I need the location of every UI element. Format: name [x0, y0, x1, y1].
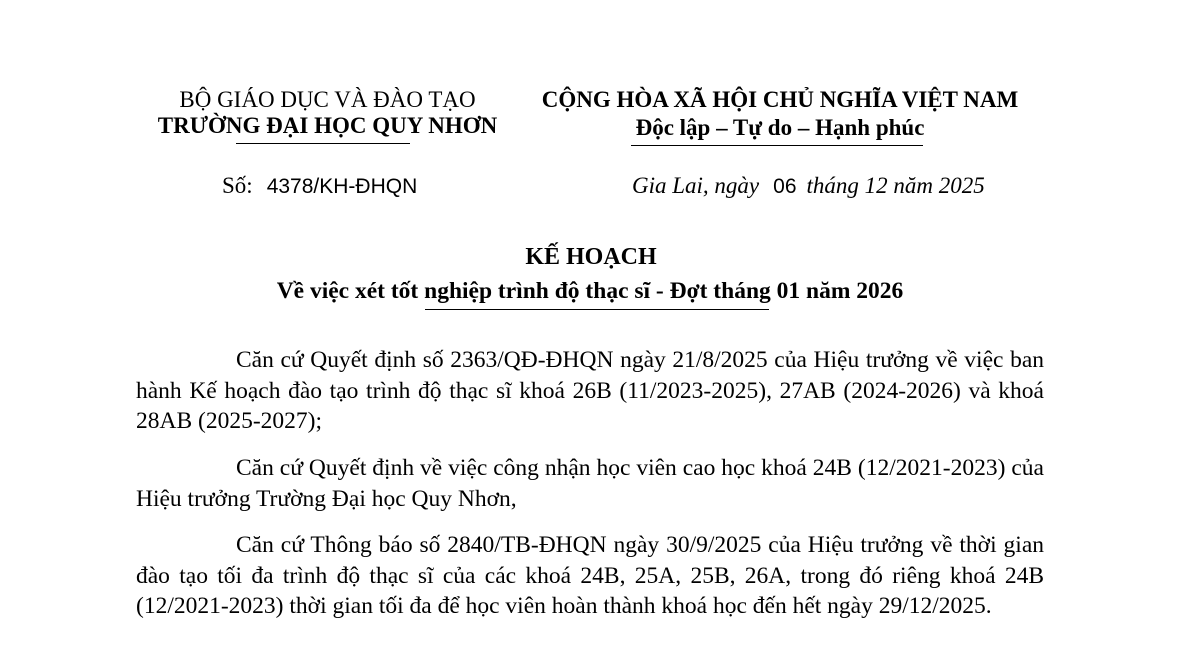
- ministry-name: BỘ GIÁO DỤC VÀ ĐÀO TẠO: [179, 87, 476, 112]
- national-motto: Độc lập – Tự do – Hạnh phúc: [635, 115, 925, 140]
- document-number: [222, 172, 417, 201]
- date-place-prefix: Gia Lai, ngày: [632, 173, 760, 198]
- document-subtitle: Về việc xét tốt nghiệp trình độ thạc sĩ - Đợt tháng 01 năm 2026: [276, 278, 904, 304]
- university-name: TRƯỜNG ĐẠI HỌC QUY NHƠN: [157, 113, 498, 138]
- document-number-label: Số:: [222, 173, 253, 198]
- document-title: KẾ HOẠCH: [525, 244, 657, 270]
- university-underline: [236, 143, 410, 144]
- subtitle-underline: [425, 309, 769, 310]
- country-name: CỘNG HÒA XÃ HỘI CHỦ NGHĨA VIỆT NAM: [541, 87, 1019, 112]
- paragraph-basis-3: Căn cứ Thông báo số 2840/TB-ĐHQN ngày 30/9/2025 của Hiệu trưởng về thời gian đào tạo tối đa trình độ thạc sĩ của các khoá 24B, 25A, 25B, 26A, trong đó riêng khoá 24B (12/2021-2023) thời gian tối đa để học viên hoàn thành khoá học đến hết ngày 29/12/2025.: [136, 532, 1044, 619]
- date-rest: tháng 12 năm 2025: [806, 173, 985, 198]
- date-line: [632, 172, 985, 201]
- motto-underline: [631, 145, 923, 146]
- document-number-value: 4378/KH-ĐHQN: [266, 175, 418, 198]
- paragraph-basis-1: Căn cứ Quyết định số 2363/QĐ-ĐHQN ngày 21/8/2025 của Hiệu trưởng về việc ban hành Kế hoạch đào tạo trình độ thạc sĩ khoá 26B (11/2023-2025), 27AB (2024-2026) và khoá 28AB (2025-2027);: [136, 347, 1044, 434]
- paragraph-basis-2: Căn cứ Quyết định về việc công nhận học viên cao học khoá 24B (12/2021-2023) của Hiệu trưởng Trường Đại học Quy Nhơn,: [136, 455, 1044, 512]
- date-day: 06: [773, 175, 797, 198]
